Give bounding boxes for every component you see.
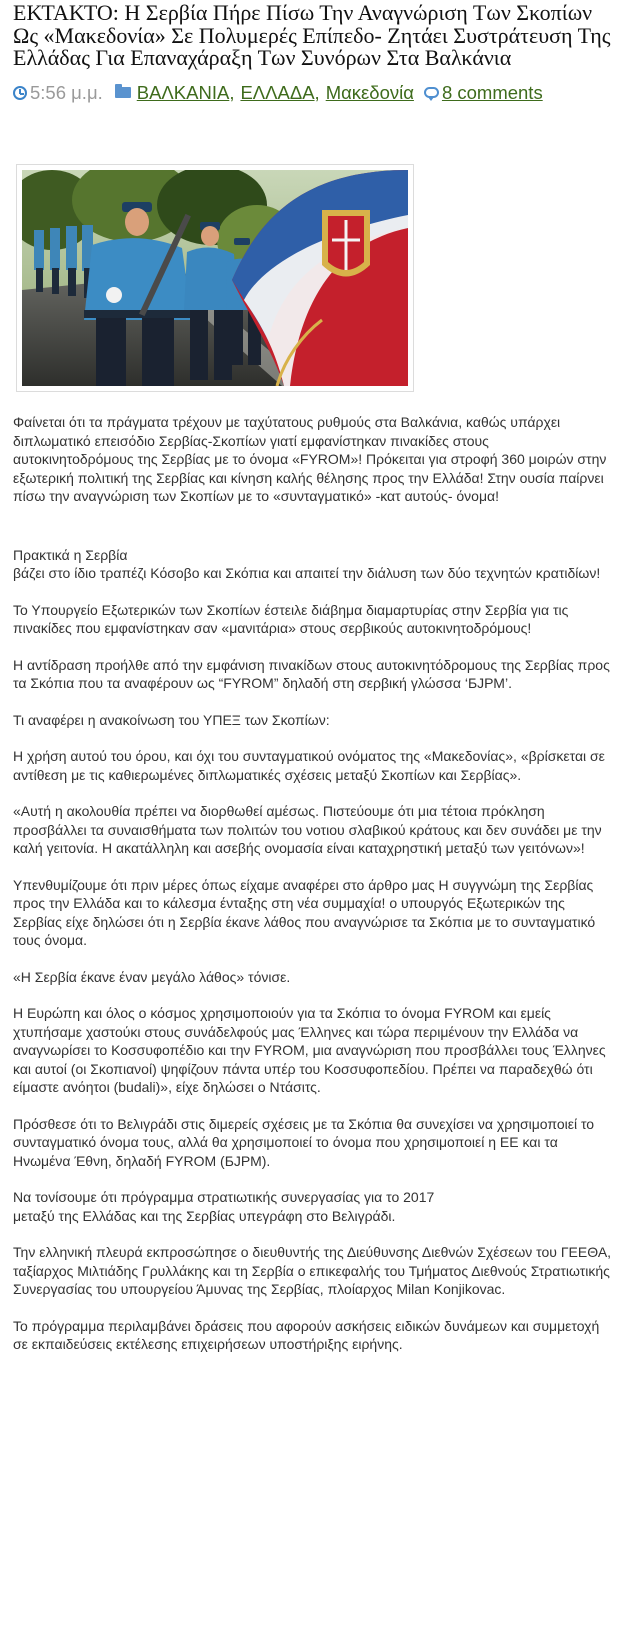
article <box>13 0 619 1352</box>
paragraph: Να τονίσουμε ότι πρόγραμμα στρατιωτικής συνεργασίας για το 2017 <box>13 1189 435 1205</box>
category-link-greece[interactable]: ΕΛΛΑΔΑ <box>240 81 315 103</box>
folder-icon <box>115 87 131 98</box>
category-separator: , <box>229 81 235 103</box>
article-photo-frame <box>16 164 414 392</box>
article-photo <box>22 170 408 386</box>
paragraph: βάζει στο ίδιο τραπέζι Κόσοβο και Σκόπια και απαιτεί την διάλυση των δύο τεχνητών κρατιδίων! <box>13 565 601 581</box>
paragraph: Η Ευρώπη και όλος ο κόσμος χρησιμοποιούν για τα Σκόπια το όνομα FYROM και εμείς χτυπήσαμε χαστούκι στους συνάδελφούς μας Έλληνες και τώρα περιμένουν την Ελλάδα να αναγνωρίσει το Κοσσυφοπέδιο και την FYROM, μια αναγνώριση που προσβάλλει τους Έλληνες και αυτοί (οι Σκοπιανοί) ψηφίζουν πάντα υπέρ του Κοσσυφοπεδίου. Πρέπει να παραδεχθώ ότι είμαστε ανόητοι (budali)», είχε δηλώσει ο Ντάσιτς. <box>13 1005 606 1095</box>
paragraph: Πρόσθεσε ότι το Βελιγράδι στις διμερείς σχέσεις με τα Σκόπια θα συνεχίσει να χρησιμοποιεί το συνταγματικό όνομα τους, αλλά θα χρησιμοποιεί το όνομα που χρησιμοποιεί η ΕΕ και τα Ηνωμένα Έθνη, δηλαδή FYROM (БЈРМ). <box>13 1115 595 1169</box>
paragraph: Υπενθυμίζουμε ότι πριν μέρες όπως είχαμε αναφέρει στο άρθρο μας Η συγγνώμη της Σερβίας προς την Ελλάδα και το κάλεσμα ένταξης στη νέα συμμαχία! ο υπουργός Εξωτερικών της Σερβίας είχε δηλώσει ότι η Σερβία έκανε λάθος που αναγνώρισε τα Σκόπια με το συνταγματικό τους όνομα. <box>13 876 596 948</box>
paragraph: Η χρήση αυτού του όρου, και όχι του συνταγματικού ονόματος της «Μακεδονίας», «βρίσκεται σε αντίθεση με τις καθιερωμένες διπλωματικές σχέσεις μεταξύ Σκοπίων και Σερβίας». <box>13 748 605 783</box>
paragraph: Φαίνεται ότι τα πράγματα τρέχουν με ταχύτατους ρυθμούς στα Βαλκάνια, καθώς υπάρχει διπλωματικό επεισόδιο Σερβίας-Σκοπίων γιατί εμφανίστηκαν πινακίδες στους αυτοκινητοδρόμους της Σερβίας με το όνομα «FYROM»! Πρόκειται για στροφή 360 μοιρών στην εξωτερική πολιτική της Σερβίας και κίνηση καλής θέλησης προς την Ελλάδα! Στην ουσία παίρνει πίσω την αναγνώριση των Σκοπίων με το «συνταγματικό» -κατ αυτούς- όνομα! <box>13 414 607 504</box>
paragraph: Το Υπουργείο Εξωτερικών των Σκοπίων έστειλε διάβημα διαμαρτυρίας στην Σερβία για τις πινακίδες που εμφανίστηκαν σαν «μανιτάρια» στους σερβικούς αυτοκινητοδρόμους! <box>13 601 569 636</box>
comments-link[interactable]: 8 comments <box>441 81 543 103</box>
article-title: ΕΚΤΑΚΤΟ: Η Σερβία Πήρε Πίσω Την Αναγνώριση Των Σκοπίων Ως «Μακεδονία» Σε Πολυμερές Επίπεδο- Ζητάει Συστράτευση Της Ελλάδας Για Επαναχάραξη Των Συνόρων Στα Βαλκάνια <box>13 0 611 70</box>
paragraph: Πρακτικά η Σερβία <box>13 546 128 563</box>
paragraph: Τι αναφέρει η ανακοίνωση του ΥΠΕΞ των Σκοπίων: <box>13 711 330 728</box>
paragraph: μεταξύ της Ελλάδας και της Σερβίας υπεγράφη στο Βελιγράδι. <box>13 1207 396 1224</box>
category-separator: , <box>314 81 320 103</box>
article-body <box>13 413 613 1354</box>
paragraph: Η αντίδραση προήλθε από την εμφάνιση πινακίδων στους αυτοκινητόδρομους της Σερβίας προς τα Σκόπια που τα αναφέρουν ως “FYROM” δηλαδή στη σερβική γλώσσα ‘БЈРМ’. <box>13 656 610 691</box>
paragraph: «Αυτή η ακολουθία πρέπει να διορθωθεί αμέσως. Πιστεύουμε ότι μια τέτοια πρόκληση προσβάλλει τα συναισθήματα των πολιτών του νοτιου σλαβικού κράτους και δεν συνάδει με την καλή γειτονία. Η ακατάλληλη και ασεβής ονομασία είναι καταχρηστική μεταξύ των γειτόνων»! <box>13 803 602 856</box>
paragraph: Το πρόγραμμα περιλαμβάνει δράσεις που αφορούν ασκήσεις ειδικών δυνάμεων και συμμετοχή σε εκπαιδεύσεις εκτέλεσης επιχειρήσεων υποστήριξης ειρήνης. <box>13 1317 600 1352</box>
category-link-macedonia[interactable]: Μακεδονία <box>325 81 414 103</box>
post-time: 5:56 μ.μ. <box>30 81 103 103</box>
clock-icon <box>13 86 27 100</box>
post-meta <box>13 81 619 105</box>
paragraph: Την ελληνική πλευρά εκπροσώπησε ο διευθυντής της Διεύθυνσης Διεθνών Σχέσεων του ΓΕΕΘΑ, ταξίαρχος Μιλτιάδης Γρυλλάκης και τη Σερβία ο επικεφαλής του Τμήματος Διεθνούς Στρατιωτικής Συνεργασίας του υπουργείου Άμυνας της Σερβίας, πλοίαρχος Milan Konjikovac. <box>13 1244 612 1297</box>
category-link-balkans[interactable]: ΒΑΛΚΑΝΙΑ <box>136 81 230 103</box>
paragraph: «Η Σερβία έκανε έναν μεγάλο λάθος» τόνισε. <box>13 968 291 985</box>
comment-bubble-icon <box>424 87 439 98</box>
